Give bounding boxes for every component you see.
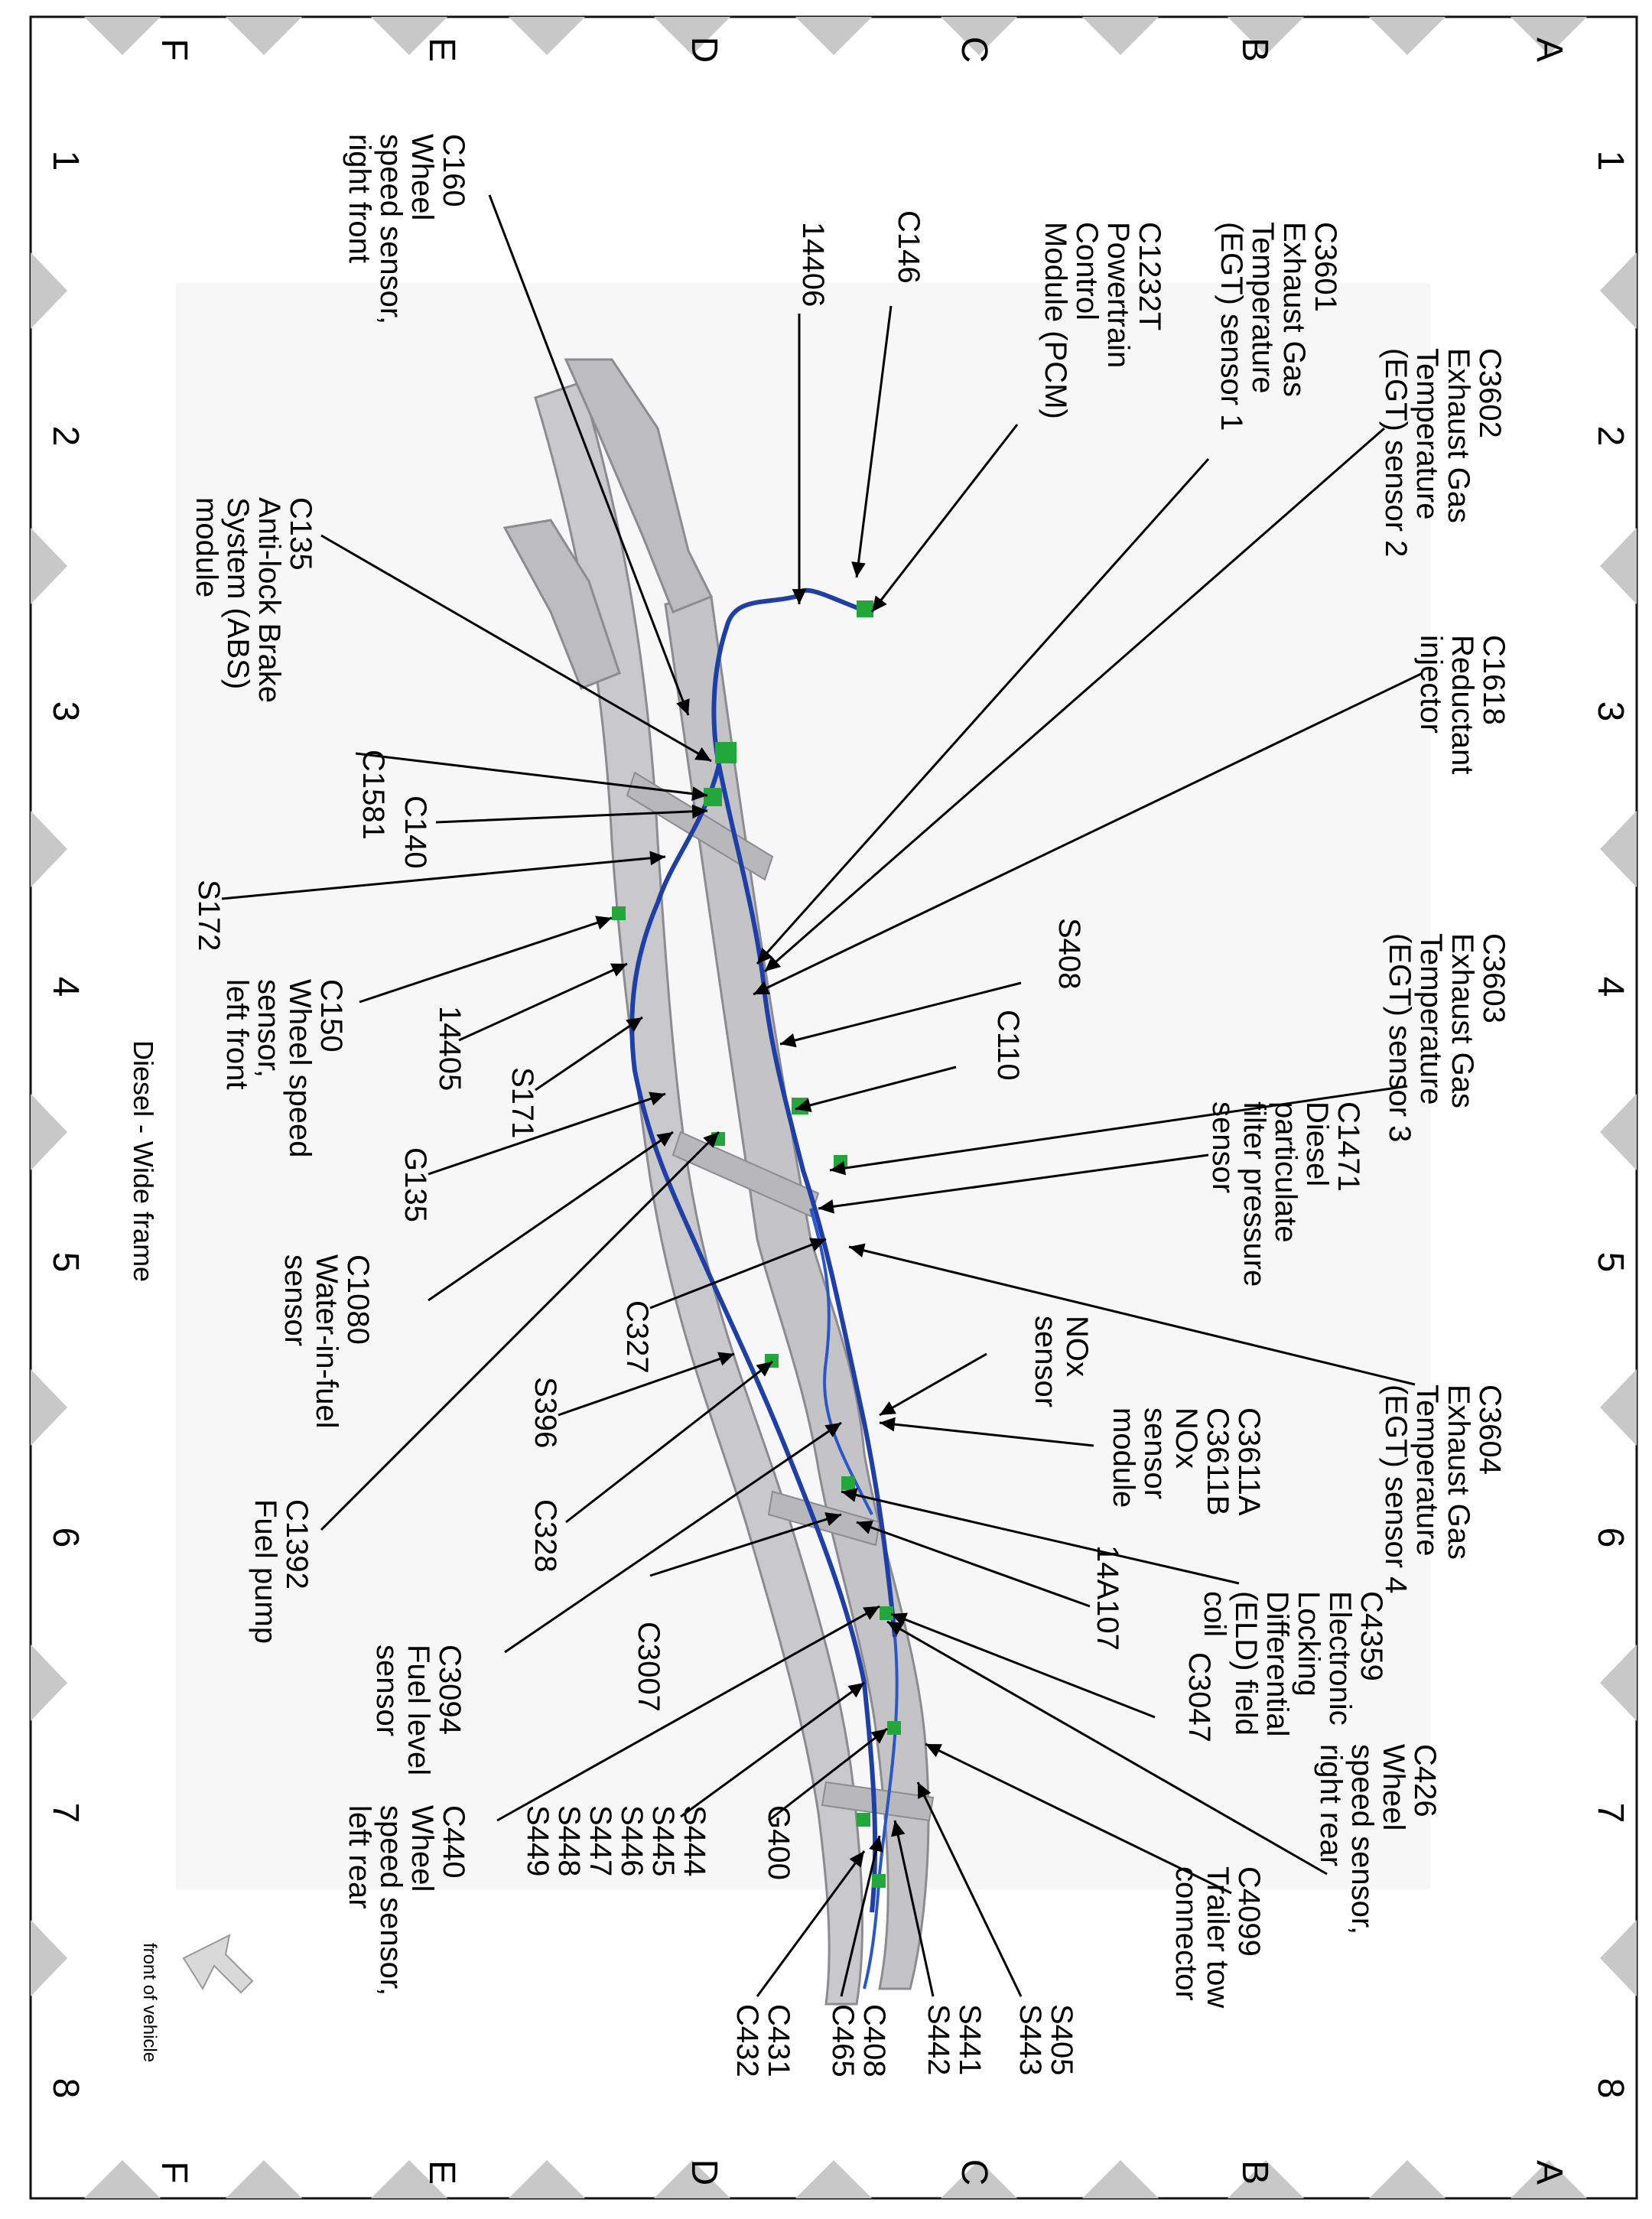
callout-line: C1080 <box>341 1254 375 1345</box>
callout-line: Wheel <box>405 1805 439 1892</box>
callout-line: Water-in-fuel <box>310 1254 343 1429</box>
grid-col-label: 7 <box>45 1802 86 1824</box>
callout-line: sensor <box>1138 1407 1172 1500</box>
grid-col-label: 4 <box>1590 976 1631 997</box>
callout-line: module <box>1107 1407 1140 1508</box>
callout-line: C1392 <box>280 1499 314 1589</box>
callout-line: S444 <box>678 1805 711 1877</box>
grid-col-label: 8 <box>1590 2077 1631 2099</box>
callout-label-c3047 <box>1182 1652 1216 1742</box>
grid-row-label: E <box>421 37 462 63</box>
callout-line: Electronic <box>1323 1591 1357 1726</box>
grid-col-label: 2 <box>45 425 86 447</box>
callout-line: Module (PCM) <box>1039 222 1072 419</box>
callout-line: C465 <box>826 2004 860 2077</box>
callout-line: 14A107 <box>1091 1545 1124 1651</box>
grid-col-label: 5 <box>1590 1251 1631 1273</box>
callout-label-h14405 <box>433 1006 467 1091</box>
callout-line: sensor <box>1206 1101 1240 1194</box>
callout-line: Temperature <box>1410 1384 1444 1557</box>
callout-line: C160 <box>437 134 470 207</box>
callout-line: C4099 <box>1232 1866 1266 1957</box>
callout-label-s396 <box>528 1377 562 1448</box>
callout-line: Trailer tow <box>1201 1866 1234 2009</box>
grid-col-label: 3 <box>45 701 86 722</box>
callout-line: module <box>190 497 223 598</box>
grid-row-label: F <box>154 38 194 61</box>
callout-label-s171 <box>506 1067 539 1138</box>
callout-line: particulate <box>1269 1101 1302 1243</box>
callout-line: Differential <box>1260 1591 1294 1737</box>
callout-line: C3601 <box>1309 222 1342 312</box>
callout-line: speed sensor, <box>374 134 408 325</box>
callout-line: C1471 <box>1332 1101 1365 1192</box>
grid-col-label: 6 <box>1590 1527 1631 1548</box>
grid-row-label: C <box>954 2159 994 2186</box>
callout-line: S442 <box>922 2004 955 2076</box>
callout-label-c140 <box>398 796 432 869</box>
callout-line: S408 <box>1052 918 1086 990</box>
grid-col-label: 8 <box>45 2077 86 2099</box>
callout-line: S171 <box>506 1067 539 1139</box>
callout-line: speed sensor, <box>374 1805 408 1996</box>
callout-line: (EGT) sensor 4 <box>1379 1384 1413 1594</box>
diagram-caption: Diesel - Wide frame <box>128 1040 159 1283</box>
callout-line: left rear <box>343 1805 376 1909</box>
grid-col-label: 5 <box>45 1251 86 1273</box>
callout-line: sensor <box>370 1645 404 1737</box>
callout-line: System (ABS) <box>221 497 255 690</box>
grid-row-label: E <box>421 2159 462 2185</box>
callout-line: Wheel <box>1377 1744 1410 1831</box>
callout-line: S405 <box>1045 2004 1078 2076</box>
callout-line: Exhaust Gas <box>1446 933 1479 1109</box>
callout-line: C440 <box>437 1805 470 1879</box>
callout-line: C1581 <box>356 750 390 840</box>
callout-line: C4359 <box>1354 1591 1388 1681</box>
callout-line: S446 <box>615 1805 649 1877</box>
grid-row-label: F <box>154 2161 194 2184</box>
callout-line: S449 <box>521 1805 554 1877</box>
callout-line: C3611A <box>1232 1407 1266 1516</box>
callout-line: C135 <box>284 497 317 571</box>
grid-col-label: 4 <box>45 976 86 997</box>
grid-row-label: A <box>1529 2159 1569 2185</box>
callout-line: injector <box>1414 635 1448 734</box>
callout-line: NOx <box>1060 1316 1094 1377</box>
callout-line: (EGT) sensor 2 <box>1379 348 1413 558</box>
callout-line: C426 <box>1408 1744 1442 1817</box>
callout-label-c327 <box>620 1300 654 1374</box>
grid-row-label: D <box>684 2159 724 2186</box>
callout-line: S441 <box>953 2004 987 2076</box>
callout-label-s444 <box>521 1805 711 1876</box>
callout-line: Exhaust Gas <box>1442 1384 1475 1560</box>
callout-line: C110 <box>991 1010 1025 1081</box>
callout-line: C432 <box>730 2004 764 2077</box>
callout-label-c110 <box>991 1010 1025 1081</box>
callout-line: 14405 <box>433 1006 467 1092</box>
callout-line: Temperature <box>1410 348 1444 520</box>
callout-line: sensor <box>1029 1316 1062 1408</box>
callout-line: (ELD) field <box>1229 1591 1263 1736</box>
callout-line: C3604 <box>1473 1384 1507 1475</box>
callout-line: Fuel pump <box>249 1499 282 1644</box>
callout-line: Exhaust Gas <box>1442 348 1475 524</box>
callout-line: right front <box>343 134 376 263</box>
callout-label-c3007 <box>632 1622 665 1712</box>
callout-line: C1618 <box>1477 635 1511 725</box>
callout-line: Wheel <box>405 134 439 221</box>
callout-label-s405 <box>1013 2004 1078 2075</box>
callout-line: coil <box>1198 1591 1231 1638</box>
callout-label-s408 <box>1052 918 1086 989</box>
callout-line: filter pressure <box>1237 1101 1271 1287</box>
grid-row-label: A <box>1529 37 1569 63</box>
callout-line: Locking <box>1292 1591 1325 1697</box>
front-of-vehicle-label: front of vehicle <box>139 1943 160 2063</box>
callout-label-g135 <box>398 1147 432 1222</box>
callout-line: connector <box>1169 1866 1203 2001</box>
callout-label-h14a107 <box>1091 1545 1124 1651</box>
grid-col-label: 1 <box>45 150 86 171</box>
callout-line: 14406 <box>796 222 830 307</box>
grid-col-label: 2 <box>1590 425 1631 447</box>
callout-line: C3094 <box>433 1645 467 1735</box>
callout-line: G135 <box>398 1147 432 1222</box>
callout-label-s172 <box>192 880 226 951</box>
grid-col-label: 6 <box>45 1527 86 1548</box>
grid-col-label: 3 <box>1590 701 1631 722</box>
callout-line: C1232T <box>1133 222 1166 331</box>
callout-line: left front <box>220 979 254 1090</box>
callout-line: Temperature <box>1414 933 1448 1105</box>
callout-line: C150 <box>314 979 348 1053</box>
callout-line: Anti-lock Brake <box>252 497 286 703</box>
grid-row-label: B <box>1234 2159 1275 2185</box>
callout-line: right rear <box>1314 1744 1348 1867</box>
callout-line: speed sensor, <box>1345 1744 1379 1935</box>
callout-line: C431 <box>762 2004 795 2077</box>
grid-col-label: 1 <box>1590 150 1631 171</box>
grid-row-label: D <box>684 36 724 63</box>
callout-line: Wheel speed <box>283 979 317 1158</box>
grid-col-label: 7 <box>1590 1802 1631 1824</box>
callout-label-h14406 <box>796 222 830 307</box>
callout-line: S396 <box>528 1377 562 1449</box>
callout-line: C146 <box>892 210 925 284</box>
callout-line: sensor <box>278 1254 312 1347</box>
callout-line: C328 <box>528 1499 562 1573</box>
callout-line: C327 <box>620 1300 654 1374</box>
callout-line: (EGT) sensor 1 <box>1215 222 1248 431</box>
callout-label-c408 <box>826 2004 891 2077</box>
callout-line: C3007 <box>632 1622 665 1712</box>
callout-line: C3611B <box>1201 1407 1234 1516</box>
callout-line: C3602 <box>1473 348 1507 438</box>
callout-line: Fuel level <box>402 1645 435 1776</box>
callout-line: Reductant <box>1446 635 1479 775</box>
callout-line: C140 <box>398 796 432 869</box>
callout-label-c1581 <box>356 750 390 840</box>
callout-line: S443 <box>1013 2004 1047 2076</box>
callout-line: Exhaust Gas <box>1277 222 1311 398</box>
callout-line: Powertrain <box>1101 222 1135 369</box>
callout-label-g400 <box>762 1805 795 1880</box>
callout-label-c431 <box>730 2004 795 2077</box>
callout-line: C3047 <box>1182 1652 1216 1742</box>
grid-row-label: B <box>1234 37 1275 63</box>
grid-row-label: C <box>954 36 994 63</box>
callout-line: Diesel <box>1300 1101 1334 1187</box>
callout-label-c328 <box>528 1499 562 1573</box>
callout-line: C408 <box>857 2004 891 2077</box>
callout-line: S447 <box>584 1805 617 1877</box>
callout-line: G400 <box>762 1805 795 1880</box>
callout-line: S448 <box>552 1805 586 1877</box>
callout-line: Temperature <box>1246 222 1280 394</box>
callout-label-s441 <box>922 2004 987 2075</box>
callout-line: S445 <box>646 1805 680 1877</box>
callout-label-c146 <box>892 210 925 284</box>
callout-line: S172 <box>192 880 226 952</box>
callout-line: (EGT) sensor 3 <box>1383 933 1416 1143</box>
callout-line: Control <box>1070 222 1104 320</box>
callout-line: sensor, <box>252 979 285 1078</box>
callout-line: C3603 <box>1477 933 1511 1023</box>
callout-line: NOx <box>1169 1407 1203 1469</box>
